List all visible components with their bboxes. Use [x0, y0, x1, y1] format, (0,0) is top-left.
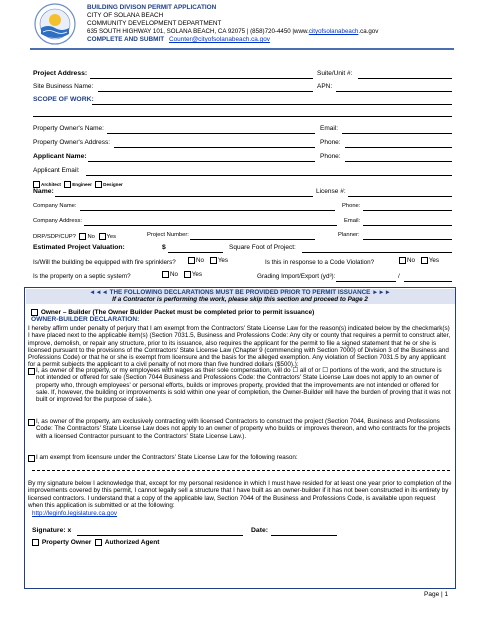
owner-builder-heading: OWNER-BUILDER DECLARATION:: [31, 316, 140, 323]
property-owner-checkbox[interactable]: [32, 539, 39, 546]
item1-text: I, as owner of the property, or my employees with wages as their sole compensation, will do ☐ all of or ☐ portions of the work, and the structure is not intended or offered for sale (Section 7044 Business and Professions Code: the Contractors' State License Law does not apply to an owner of property who, through employees' or personal efforts, builds or improves property, provided that the improvements are not intended or offered for sale. If, however, the building or improvements is sold within one year of completion, the Owner-Builder will have the burden of proving that it was not built or improved for the purpose of sale.).: [36, 367, 451, 404]
sprinkler-yes-label: Yes: [217, 257, 229, 265]
applicant-phone-line[interactable]: [345, 161, 452, 162]
header-address-text: 635 SOUTH HIGHWAY 101, SOLANA BEACH, CA 92075 | (858)720-4450 |www.: [87, 28, 309, 35]
leginfo-link[interactable]: http://leginfo.legislature.ca.gov: [32, 510, 118, 517]
owner-name-line[interactable]: [107, 133, 315, 134]
item2-text: I, as owner of the property, am exclusively contracting with licensed Contractors to construct the project (Section 7044, Business and Professions Code: The Contractors' State License Law does not apply to an owner of property who builds or improves thereon, and who contracts for the projects with a licensed Contractor pursuant to the Contractors' State License Law.).: [36, 418, 451, 440]
declaration-paragraph-1-text: I hereby affirm under penalty of perjury that I am exempt from the Contractors' State License Law for the reason(s) indicated below by the checkmark(s) I have placed next to the applicable item(s) (Section 7031.5, Business and Professions Code: Any city or county that requires a permit to construct alter, improve, demolish, or repair any structure, prior to its issuance, also requires the applicant for the permit to file a signed statement that he or she is licensed pursuant to the provisions of the Contractors' State License Law (Chapter 9 (commencing with Section 7000) of Division 3 of the Business and Professions Code) or that he or she is exempt from licensure and the basis for the alleged exemption. Any violation of Section 7031.5 by any applicant for a permit subjects the applicant to a civil penalty of not more than five hundred dollars ($500).):: [28, 325, 451, 369]
violation-yes-label: Yes: [428, 257, 440, 265]
business-line[interactable]: [98, 91, 313, 92]
owner-email-line[interactable]: [342, 133, 452, 134]
company-address-line[interactable]: [84, 225, 337, 226]
applicant-name-line[interactable]: [88, 161, 315, 162]
applicant-name-label: Applicant Name:: [33, 153, 87, 160]
drp-yes[interactable]: [99, 234, 116, 240]
role-architect[interactable]: [33, 182, 61, 187]
septic-yes[interactable]: [184, 271, 202, 278]
item2-checkbox[interactable]: [28, 419, 35, 426]
declaration-item-2: [28, 418, 452, 440]
city-seal-logo: [34, 3, 76, 45]
header-rule: [30, 48, 454, 50]
contractor-name-line[interactable]: [55, 196, 313, 197]
sqft-line[interactable]: [302, 252, 452, 253]
violation-question: Is this in response to a Code Violation?: [265, 259, 375, 266]
apn-line[interactable]: [336, 91, 452, 92]
item1-checkbox[interactable]: [28, 368, 35, 375]
role-designer-label: Designer: [103, 181, 123, 187]
septic-yes-label: Yes: [191, 271, 203, 279]
grading-label: Grading Import/Export (yd³):: [257, 273, 336, 280]
owner-phone-label: Phone:: [320, 139, 341, 146]
project-number-line[interactable]: [190, 239, 315, 240]
declaration-paragraph-2-text: By my signature below I acknowledge that, except for my personal residence in which I must have resided for at least one year prior to completion of the improvements covered by this permit, I cannot legally sell a structure that I have built as an owner-builder if it has not been constructed in its entirety by licensed contractors. I understand that a copy of the applicable law, Section 7044 of the Business and Professions Code, is available upon request when this application is submitted or at the following:: [28, 480, 452, 509]
applicant-email-line[interactable]: [86, 175, 452, 176]
designer-checkbox[interactable]: [95, 181, 102, 188]
violation-yes[interactable]: [421, 257, 439, 264]
company-address-label: Company Address:: [33, 218, 82, 224]
company-phone-line[interactable]: [363, 210, 452, 211]
date-line[interactable]: [271, 535, 337, 536]
violation-no[interactable]: [399, 257, 415, 264]
owner-name-label: Property Owner's Name:: [33, 125, 104, 132]
project-address-line[interactable]: [90, 78, 313, 79]
septic-question: Is the property on a septic system?: [33, 273, 131, 280]
city-website-link[interactable]: cityofsolanabeach: [308, 28, 359, 35]
header-department: COMMUNITY DEVELOPMENT DEPARTMENT: [87, 20, 222, 27]
septic-yes-checkbox[interactable]: [184, 271, 191, 278]
sprinkler-question: Is/Will the building be equipped with fire sprinklers?: [33, 259, 176, 266]
header-address: [87, 29, 378, 35]
drp-row: [33, 233, 116, 241]
grading-slash: /: [398, 273, 400, 280]
company-email-label: Email:: [344, 218, 361, 224]
company-name-line[interactable]: [80, 210, 335, 211]
septic-no-label: No: [170, 271, 179, 279]
applicant-email-label: Applicant Email:: [33, 167, 80, 174]
sprinkler-no-label: No: [196, 257, 205, 265]
company-email-line[interactable]: [363, 225, 452, 226]
declarations-subtitle: If a Contractor is performing the work, please skip this section and proceed to Page 2: [112, 296, 368, 303]
owner-phone-line[interactable]: [345, 147, 452, 148]
company-name-label: Company Name:: [33, 203, 77, 209]
owner-address-label: Property Owner's Address:: [33, 139, 111, 146]
planner-label: Planner:: [338, 232, 360, 238]
sprinkler-options: [188, 257, 228, 264]
septic-no-checkbox[interactable]: [162, 271, 169, 278]
declaration-paragraph-2: [28, 480, 452, 509]
planner-line[interactable]: [363, 239, 452, 240]
septic-options: [162, 271, 202, 278]
drp-no-label: No: [87, 234, 95, 241]
scope-label: SCOPE OF WORK:: [33, 96, 94, 103]
drp-yes-checkbox[interactable]: [99, 233, 106, 240]
header-submit: [87, 37, 270, 43]
sprinkler-yes[interactable]: [210, 257, 228, 264]
submit-label: COMPLETE AND SUBMIT: [87, 36, 165, 43]
role-engineer[interactable]: [64, 182, 92, 187]
header-address-suffix: .ca.gov: [358, 28, 379, 35]
page-number: Page | 1: [424, 591, 449, 598]
owner-builder-label: Owner – Builder (The Owner Builder Packet must be completed prior to permit issuance): [40, 309, 315, 317]
applicant-phone-label: Phone:: [320, 153, 341, 160]
authorized-agent-label: Authorized Agent: [104, 539, 160, 547]
violation-no-checkbox[interactable]: [399, 257, 406, 264]
sprinkler-yes-checkbox[interactable]: [210, 257, 217, 264]
owner-address-line[interactable]: [114, 147, 315, 148]
sprinkler-no[interactable]: [188, 257, 204, 264]
drp-no[interactable]: [79, 234, 94, 240]
grading-import-line[interactable]: [336, 281, 396, 282]
item3-text: I am exempt from licensure under the Contractors' State License Law for the following reason:: [36, 454, 298, 461]
header-city: CITY OF SOLANA BEACH: [87, 12, 164, 19]
drp-label: DRP/SDP/CUP?: [33, 234, 76, 241]
role-architect-label: Architect: [41, 181, 61, 187]
scope-line-1[interactable]: [92, 104, 452, 105]
engineer-checkbox[interactable]: [64, 181, 71, 188]
authorized-agent-checkbox[interactable]: [95, 539, 102, 546]
date-label: Date:: [251, 527, 268, 534]
sprinkler-no-checkbox[interactable]: [188, 257, 195, 264]
property-owner-option[interactable]: [32, 539, 91, 546]
project-number-label: Project Number:: [147, 232, 189, 238]
exemption-reason-line[interactable]: [32, 470, 450, 471]
role-checkboxes: [33, 181, 123, 188]
declaration-paragraph-1: [28, 325, 452, 369]
apn-label: APN:: [317, 83, 333, 90]
sqft-label: Square Foot of Project:: [229, 244, 296, 251]
valuation-label: Estimated Project Valuation:: [33, 244, 125, 251]
architect-checkbox[interactable]: [33, 181, 40, 188]
owner-builder-checkbox[interactable]: [31, 309, 38, 316]
drp-yes-label: Yes: [106, 234, 116, 241]
authorized-agent-option[interactable]: [95, 539, 159, 546]
license-line[interactable]: [348, 196, 452, 197]
declaration-item-1: [28, 367, 452, 403]
drp-no-checkbox[interactable]: [79, 233, 86, 240]
valuation-line[interactable]: [168, 252, 223, 253]
header-title: BUILDING DIVISON PERMIT APPLICATION: [87, 4, 217, 11]
signature-label: Signature: x: [32, 527, 72, 534]
company-phone-label: Phone:: [342, 203, 361, 209]
violation-yes-checkbox[interactable]: [421, 257, 428, 264]
contractor-name-label: Name:: [33, 188, 54, 195]
role-engineer-label: Engineer: [72, 181, 92, 187]
property-owner-label: Property Owner: [41, 539, 92, 547]
owner-email-label: Email:: [320, 125, 339, 132]
counter-email-link[interactable]: Counter@cityofsolanabeach.ca.gov: [168, 36, 270, 43]
violation-no-label: No: [407, 257, 416, 265]
declarations-title: ◄◄◄ THE FOLLOWING DECLARATIONS MUST BE PROVIDED PRIOR TO PERMIT ISSUANCE ►►►: [89, 289, 391, 296]
suite-line[interactable]: [358, 78, 452, 79]
suite-label: Suite/Unit #:: [317, 70, 353, 77]
declaration-item-3: [28, 454, 452, 461]
license-label: License #:: [316, 188, 346, 195]
project-address-label: Project Address:: [33, 70, 88, 77]
grading-export-line[interactable]: [404, 281, 452, 282]
violation-options: [399, 257, 439, 264]
valuation-dollar: $: [162, 244, 166, 251]
signer-role-options: [32, 539, 159, 547]
item3-checkbox[interactable]: [28, 455, 35, 462]
scope-line-2[interactable]: [33, 116, 452, 117]
role-designer[interactable]: [95, 182, 123, 187]
business-label: Site Business Name:: [33, 83, 94, 90]
septic-no[interactable]: [162, 271, 178, 278]
signature-line[interactable]: [77, 535, 243, 536]
